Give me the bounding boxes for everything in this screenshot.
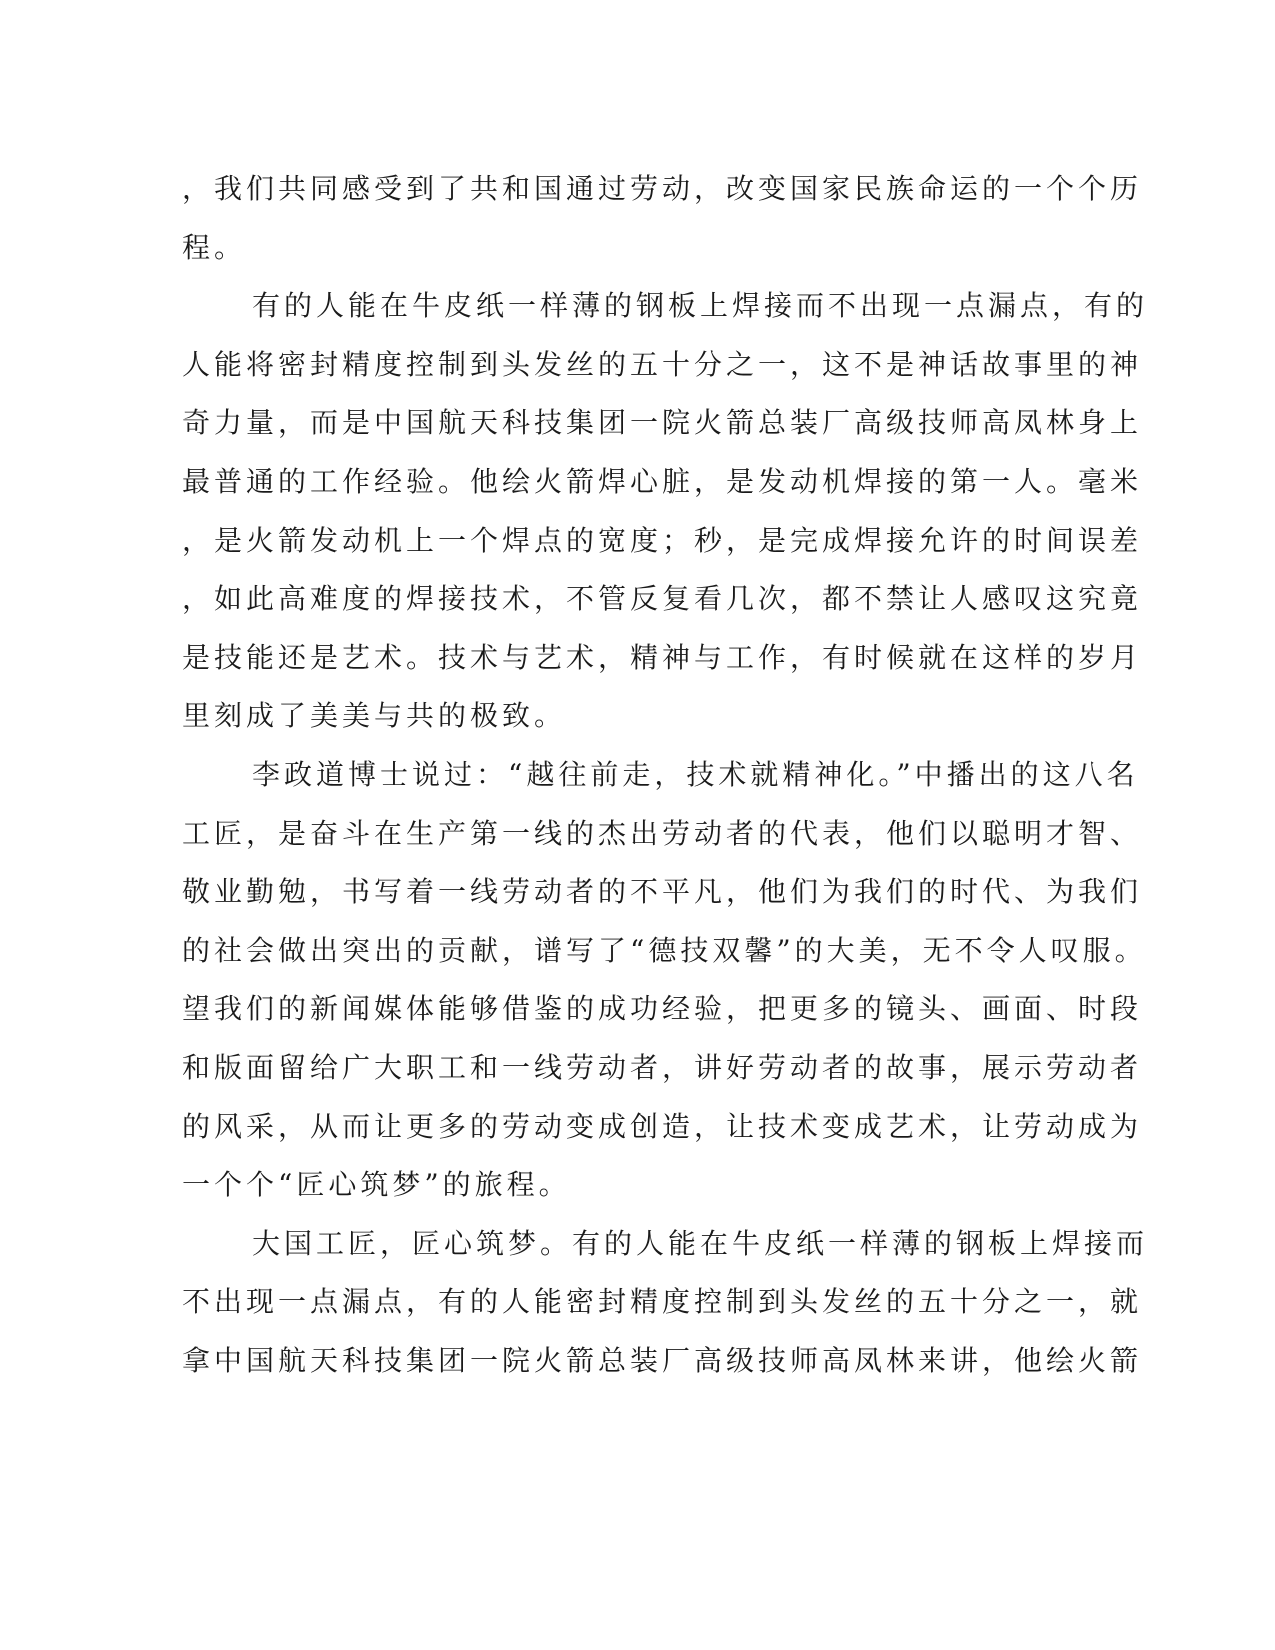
text-line: 拿中国航天科技集团一院火箭总装厂高级技师高凤林来讲，他绘火箭 <box>182 1343 1143 1377</box>
text-line: 一个个“匠心筑梦”的旅程。 <box>182 1168 571 1202</box>
text-line: 望我们的新闻媒体能够借鉴的成功经验，把更多的镜头、画面、时段 <box>182 992 1143 1026</box>
text-line: 和版面留给广大职工和一线劳动者，讲好劳动者的故事，展示劳动者 <box>182 1050 1143 1084</box>
text-line: 里刻成了美美与共的极致。 <box>182 699 567 733</box>
text-line: 是技能还是艺术。技术与艺术，精神与工作，有时候就在这样的岁月 <box>182 640 1143 674</box>
text-line: 的社会做出突出的贡献，谱写了“德技双馨”的大美，无不令人叹服。 <box>182 933 1147 967</box>
text-line: 敬业勤勉，书写着一线劳动者的不平凡，他们为我们的时代、为我们 <box>182 875 1143 909</box>
text-line: 不出现一点漏点，有的人能密封精度控制到头发丝的五十分之一，就 <box>182 1285 1143 1319</box>
paragraph-start-line: 有的人能在牛皮纸一样薄的钢板上焊接而不出现一点漏点，有的 <box>252 289 1149 323</box>
text-line: 最普通的工作经验。他绘火箭焊心脏，是发动机焊接的第一人。毫米 <box>182 464 1143 498</box>
text-line: 工匠，是奋斗在生产第一线的杰出劳动者的代表，他们以聪明才智、 <box>182 816 1143 850</box>
text-line: ，我们共同感受到了共和国通过劳动，改变国家民族命运的一个个历 <box>182 172 1143 205</box>
text-line: ，是火箭发动机上一个焊点的宽度；秒，是完成焊接允许的时间误差 <box>182 523 1143 557</box>
body-text <box>182 160 1149 1390</box>
text-line: ，如此高难度的焊接技术，不管反复看几次，都不禁让人感叹这究竟 <box>182 582 1143 616</box>
text-line: 人能将密封精度控制到头发丝的五十分之一，这不是神话故事里的神 <box>182 347 1143 381</box>
paragraph-start-line: 大国工匠，匠心筑梦。有的人能在牛皮纸一样薄的钢板上焊接而 <box>252 1226 1149 1260</box>
text-line: 的风采，从而让更多的劳动变成创造，让技术变成艺术，让劳动成为 <box>182 1109 1143 1143</box>
text-line: 程。 <box>182 230 247 264</box>
text-line: 奇力量，而是中国航天科技集团一院火箭总装厂高级技师高凤林身上 <box>182 406 1143 440</box>
paragraph-start-line: 李政道博士说过：“越往前走，技术就精神化。”中播出的这八名 <box>252 757 1139 791</box>
